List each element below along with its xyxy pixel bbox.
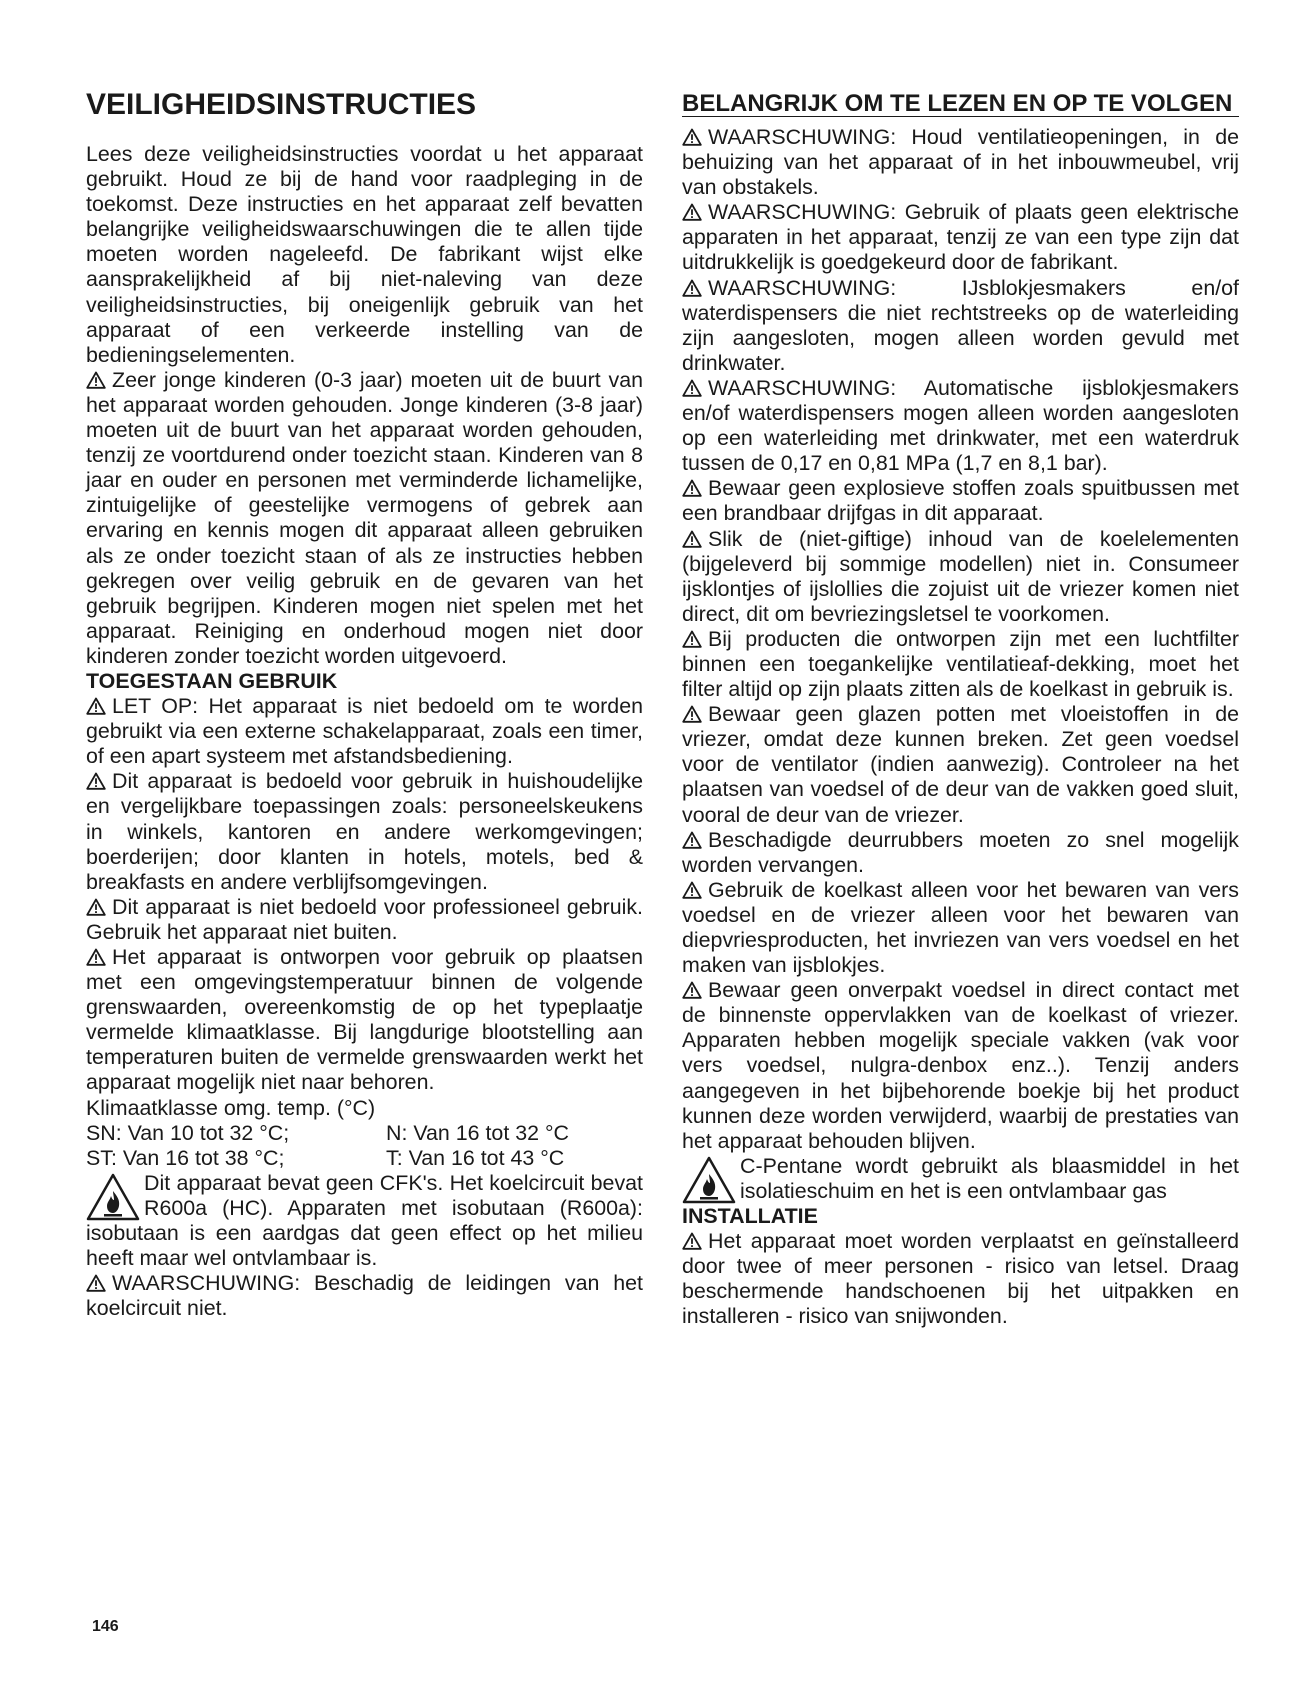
warning-icon [86, 898, 106, 916]
climate-label: Klimaatklasse omg. temp. (°C) [86, 1095, 376, 1120]
warning-3: WAARSCHUWING: IJsblokjesmakers en/of waterdispensers die niet rechtstreeks op de waterleiding zijn aangesloten, mogen alleen worden gevuld met drinkwater. [682, 275, 1239, 375]
warning-icon [86, 697, 106, 715]
warning-7: Bij producten die ontworpen zijn met een luchtfilter binnen een toegankelijke ventilatieaf-dekking, moet het filter altijd op zijn plaats zitten als de koelkast in gebruik is. [682, 626, 1239, 702]
warning-6: Slik de (niet-giftige) inhoud van de koelelementen (bijgeleverd bij sommige modellen) niet in. Consumeer ijsklontjes of ijslollies die zojuist uit de vriezer komen niet direct, dit om bevriezingsletsel te voorkomen. [682, 526, 1239, 626]
warning-icon [86, 772, 106, 790]
climate-row [86, 1121, 643, 1146]
warning-icon [86, 371, 106, 389]
allowed-use-heading: TOEGESTAAN GEBRUIK [86, 668, 338, 693]
warning-5: Bewaar geen explosieve stoffen zoals spuitbussen met een brandbaar drijfgas in dit apparaat. [682, 476, 1239, 526]
warning-icon [682, 705, 702, 723]
allowed-use-3: Dit apparaat is niet bedoeld voor professioneel gebruik. Gebruik het apparaat niet buiten. [86, 894, 643, 944]
warning-icon [682, 279, 702, 297]
intro-paragraph: Lees deze veiligheidsinstructies voordat u het apparaat gebruikt. Houd ze bij de hand voor raadpleging in de toekomst. Deze instructies en het apparaat zelf bevatten belangrijke veiligheidswaarschuwingen die te allen tijde moeten worden nageleefd. De fabrikant wijst elke aansprakelijkheid af bij niet-naleving van deze veiligheidsinstructies, bij oneigenlijk gebruik van het apparaat of een verkeerde instelling van de bedieningselementen. [86, 142, 643, 367]
page-title: VEILIGHEIDSINSTRUCTIES [86, 88, 477, 121]
warning-icon [86, 948, 106, 966]
warning-icon [682, 981, 702, 999]
flammable-warning-icon [86, 1173, 140, 1221]
climate-sn: SN: Van 10 tot 32 °C; [86, 1120, 290, 1145]
warning-icon [682, 630, 702, 648]
warning-icon [682, 203, 702, 221]
page-number: 146 [92, 1618, 119, 1635]
warning-10: Gebruik de koelkast alleen voor het bewaren van vers voedsel en de vriezer alleen voor het bewaren van diepvriesproducten, het invriezen van vers voedsel en het maken van ijsblokjes. [682, 877, 1239, 978]
allowed-use-2: Dit apparaat is bedoeld voor gebruik in huishoudelijke en vergelijkbare toepassingen zoals: personeelskeukens in winkels, kantoren en andere werkomgevingen; boerderijen; door klanten in hotels, motels, bed & breakfasts en andere verblijfsomgevingen. [86, 769, 643, 894]
warning-11: Bewaar geen onverpakt voedsel in direct contact met de binnenste oppervlakken van de koelkast of vriezer. Apparaten hebben mogelijk speciale vakken (vak voor vers voedsel, nulgra-denbox enz..). Tenzij anders aangegeven in het bijbehorende boekje bij het product kunnen deze worden verwijderd, waarbij de prestaties van het apparaat behouden blijven. [682, 978, 1239, 1153]
warning-1: WAARSCHUWING: Houd ventilatieopeningen, in de behuizing van het apparaat of in het inbouwmeubel, vrij van obstakels. [682, 125, 1239, 200]
left-column [86, 88, 643, 1321]
allowed-use-4: Het apparaat is ontworpen voor gebruik op plaatsen met een omgevingstemperatuur binnen de volgende grenswaarden, overeenkomstig de op het typeplaatje vermelde klimaatklasse. Bij langdurige blootstelling aan temperaturen buiten de vermelde grenswaarden werkt het apparaat mogelijk niet naar behoren. [86, 945, 643, 1095]
pipes-warning: WAARSCHUWING: Beschadig de leidingen van het koelcircuit niet. [86, 1271, 643, 1321]
warning-9: Beschadigde deurrubbers moeten zo snel mogelijk worden vervangen. [682, 827, 1239, 877]
warning-4: WAARSCHUWING: Automatische ijsblokjesmakers en/of waterdispensers mogen alleen worden aangesloten op een waterleiding met drinkwater, met een waterdruk tussen de 0,17 en 0,81 MPa (1,7 en 8,1 bar). [682, 375, 1239, 476]
warning-icon [682, 379, 702, 397]
section-title: BELANGRIJK OM TE LEZEN EN OP TE VOLGEN [682, 90, 1233, 117]
climate-st: ST: Van 16 tot 38 °C; [86, 1145, 285, 1170]
children-warning: Zeer jonge kinderen (0-3 jaar) moeten uit de buurt van het apparaat worden gehouden. Jonge kinderen (3-8 jaar) moeten uit de buurt van het apparaat worden gehouden, tenzij ze voortdurend onder toezicht staan. Kinderen van 8 jaar en ouder en personen met verminderde lichamelijke, zintuigelijke of geestelijke vermogens of gebrek aan ervaring en kennis mogen dit apparaat alleen gebruiken als ze onder toezicht staan of als ze instructies hebben gekregen over veilig gebruik en de gevaren van het gebruik begrijpen. Kinderen mogen niet spelen met het apparaat. Reiniging en onderhoud mogen niet door kinderen zonder toezicht worden uitgevoerd. [86, 367, 643, 668]
warning-icon [682, 1232, 702, 1250]
warning-icon [682, 831, 702, 849]
warning-icon [682, 479, 702, 497]
installation-heading: INSTALLATIE [682, 1204, 818, 1229]
warning-icon [682, 881, 702, 899]
installation-1: Het apparaat moet worden verplaatst en geïnstalleerd door twee of meer personen - risico van letsel. Draag beschermende handschoenen bij het uitpakken en installeren - risico van snijwonden. [682, 1229, 1239, 1329]
allowed-use-1: LET OP: Het apparaat is niet bedoeld om te worden gebruikt via een externe schakelapparaat, zoals een timer, of een apart systeem met afstandsbediening. [86, 694, 643, 769]
pentane-info: C-Pentane wordt gebruikt als blaasmiddel in het isolatieschuim en het is een ontvlambaar gas [682, 1154, 1239, 1204]
right-column [682, 88, 1239, 1330]
warning-icon [682, 530, 702, 548]
climate-t: T: Van 16 tot 43 °C [386, 1145, 565, 1170]
warning-icon [682, 128, 702, 146]
warning-2: WAARSCHUWING: Gebruik of plaats geen elektrische apparaten in het apparaat, tenzij ze van een type zijn dat uitdrukkelijk is goedgekeurd door de fabrikant. [682, 200, 1239, 275]
climate-n: N: Van 16 tot 32 °C [386, 1120, 569, 1145]
warning-icon [86, 1274, 106, 1292]
warning-8: Bewaar geen glazen potten met vloeistoffen in de vriezer, omdat deze kunnen breken. Zet geen voedsel voor de ventilator (indien aanwezig). Controleer na het plaatsen van voedsel of de deur van de vakken goed sluit, vooral de deur van de vriezer. [682, 702, 1239, 827]
refrigerant-info: Dit apparaat bevat geen CFK's. Het koelcircuit bevat R600a (HC). Apparaten met isobutaan (R600a): isobutaan is een aardgas dat geen effect op het milieu heeft maar wel ontvlambaar is. [86, 1170, 643, 1271]
climate-row [86, 1146, 643, 1171]
flammable-warning-icon [682, 1156, 736, 1204]
